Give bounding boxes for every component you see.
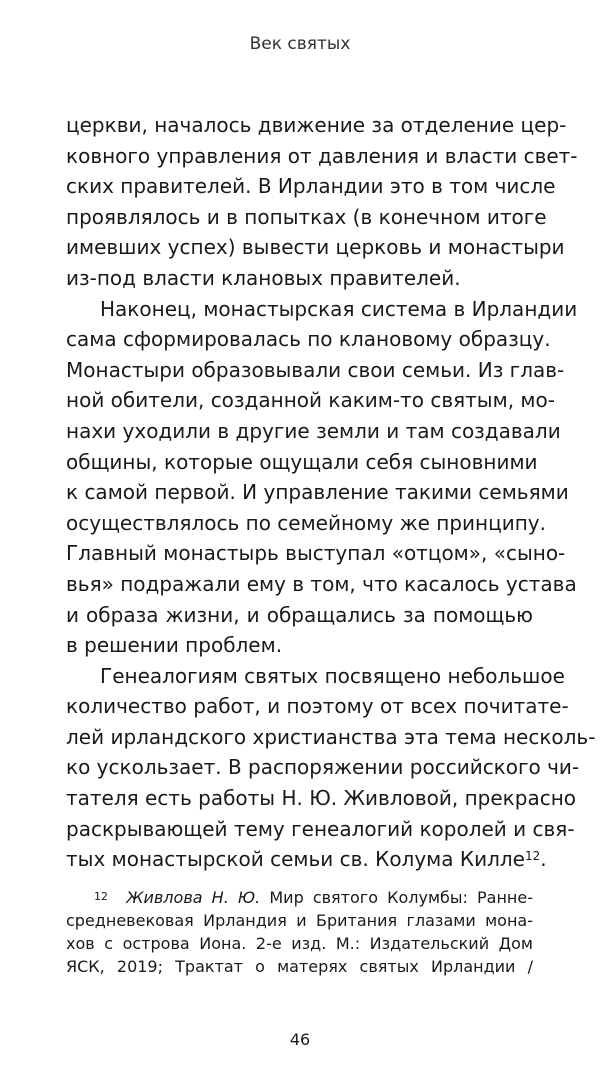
text-line: количество работ, и поэтому от всех почитате- <box>66 694 569 719</box>
footnote-line: средневековая Ирландия и Британия глазами мона- <box>66 911 533 930</box>
text-line: раскрывающей тему генеалогий королей и свя- <box>66 816 575 841</box>
text-line: Наконец, монастырская система в Ирландии <box>100 296 578 321</box>
footnote-line: хов с острова Иона. 2-е изд. М.: Издательский Дом <box>66 934 533 953</box>
text-line: Главный монастырь выступал «отцом», «сыно- <box>66 541 566 566</box>
footnote <box>66 886 533 978</box>
text-line: осуществлялось по семейному же принципу. <box>66 510 546 535</box>
text-line: тателя есть работы Н. Ю. Живловой, прекрасно <box>66 786 577 811</box>
text-line: Монастыри образовывали свои семьи. Из глав- <box>66 357 565 382</box>
text-line: сама сформировалась по клановому образцу. <box>66 327 551 352</box>
footnote-ref-link[interactable]: 12 <box>524 849 541 864</box>
text-line: общины, которые ощущали себя сыновними <box>66 449 538 474</box>
text-line: и образа жизни, и обращались за помощью <box>66 602 533 627</box>
text-line-content: тых монастырской семьи св. Колума Килле <box>66 847 525 872</box>
footnote-author: Живлова Н. Ю. <box>126 888 261 907</box>
footnote-line: ЯСК, 2019; Трактат о матерях святых Ирландии / <box>66 957 533 976</box>
text-line: в решении проблем. <box>66 633 283 658</box>
text-line: лей ирландского христианства эта тема несколь- <box>66 724 596 749</box>
running-header: Век святых <box>249 34 351 54</box>
text-line: нахи уходили в другие земли и там создавали <box>66 418 561 443</box>
page-number: 46 <box>289 1030 311 1049</box>
footnote-number: 12 <box>94 890 108 903</box>
body-text <box>66 110 596 875</box>
text-line: имевших успех) вывести церковь и монастыри <box>66 235 565 260</box>
text-line: ной обители, созданной каким-то святым, мо- <box>66 388 555 413</box>
text-line: церкви, началось движение за отделение цер- <box>66 113 567 137</box>
footnote-line <box>66 886 533 909</box>
text-line: вья» подражали ему в том, что касалось устава <box>66 571 577 596</box>
text-line: проявлялось и в попытках (в конечном итоге <box>66 204 547 229</box>
text-line: Генеалогиям святых посвящено небольшое <box>100 663 565 688</box>
text-line-end: . <box>540 847 547 872</box>
footnote-title: Мир святого Колумбы: Ранне- <box>260 888 534 907</box>
text-line: ковного управления от давления и власти свет- <box>66 143 578 168</box>
text-line: ко ускользает. В распоряжении российского чи- <box>66 755 580 780</box>
text-line: к самой первой. И управление такими семьями <box>66 480 569 505</box>
text-line: из-под власти клановых правителей. <box>66 265 461 290</box>
text-line: ских правителей. В Ирландии это в том числе <box>66 174 556 199</box>
text-line-last <box>66 844 547 875</box>
